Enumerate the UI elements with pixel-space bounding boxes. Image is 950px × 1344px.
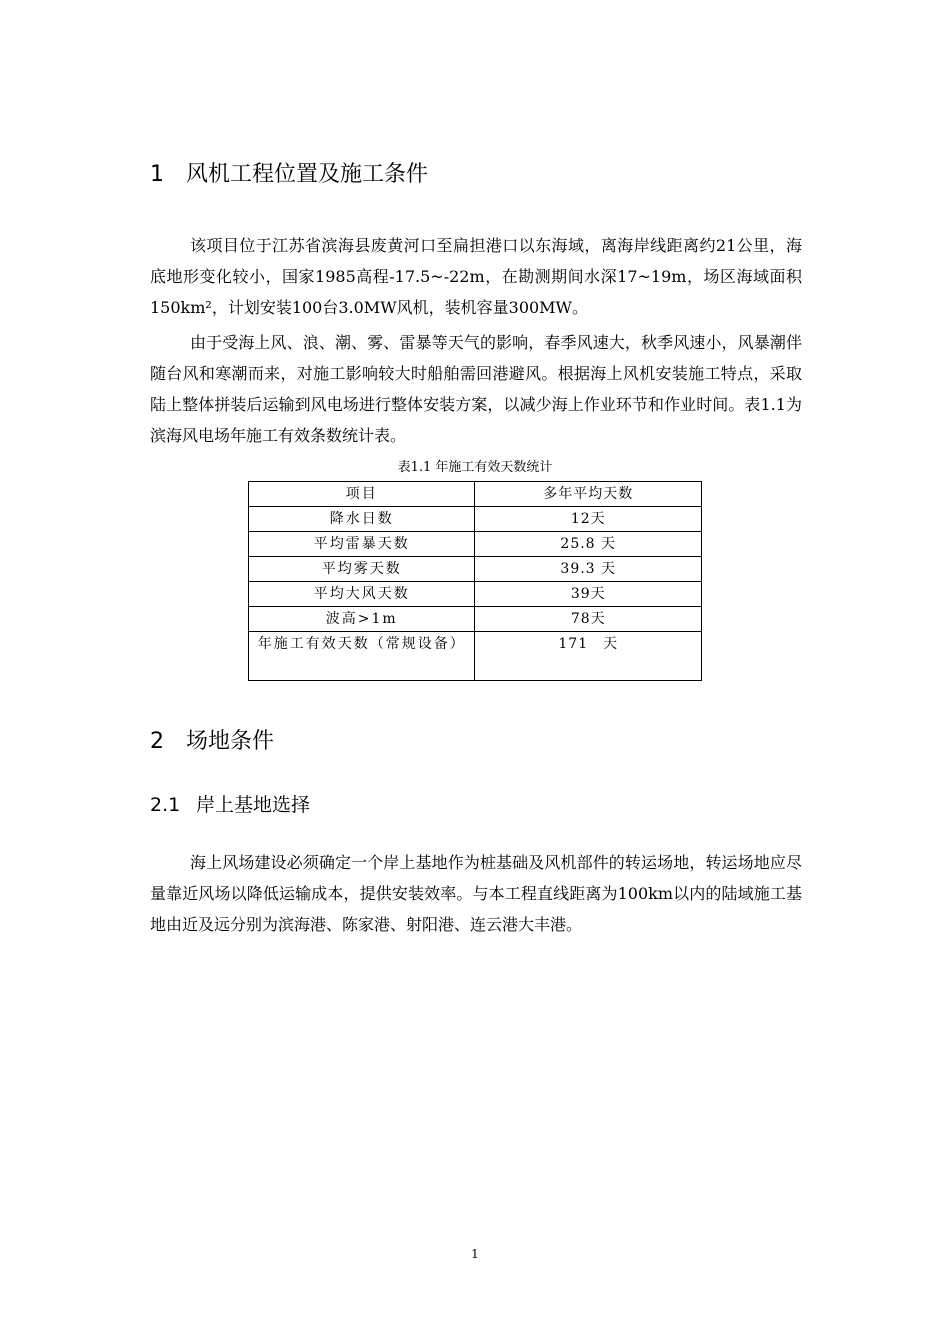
section-2-heading xyxy=(150,728,274,756)
section-2-1-number: 2.1 xyxy=(150,794,181,816)
table-caption: 表1.1 年施工有效天数统计 xyxy=(397,460,553,475)
table-cell: 年施工有效天数（常规设备） xyxy=(249,632,475,681)
section-1-paragraph-1: 该项目位于江苏省滨海县废黄河口至扁担港口以东海域，离海岸线距离约21公里，海底地形变化较小，国家1985高程-17.5~-22m，在勘测期间水深17~19m，场区海域面积150km²，计划安装100台3.0MW风机，装机容量300MW。 xyxy=(150,236,802,317)
table-row xyxy=(249,507,702,532)
table-row xyxy=(249,607,702,632)
section-1-number: 1 xyxy=(150,162,164,187)
section-2-1-heading xyxy=(150,792,310,818)
table-cell: 12天 xyxy=(475,507,702,532)
section-2-number: 2 xyxy=(150,729,164,754)
stats-table xyxy=(248,481,702,681)
section-1-paragraph-2: 由于受海上风、浪、潮、雾、雷暴等天气的影响，春季风速大，秋季风速小，风暴潮伴随台风和寒潮而来，对施工影响较大时船舶需回港避风。根据海上风机安装施工特点，采取陆上整体拼装后运输到风电场进行整体安装方案，以减少海上作业环节和作业时间。表1.1为滨海风电场年施工有效条数统计表。 xyxy=(150,333,802,445)
table-cell: 171 天 xyxy=(475,632,702,681)
table-cell: 78天 xyxy=(475,607,702,632)
table-row xyxy=(249,557,702,582)
table-cell: 39.3 天 xyxy=(475,557,702,582)
section-1-title: 风机工程位置及施工条件 xyxy=(186,162,429,187)
section-2-1-title: 岸上基地选择 xyxy=(196,794,311,816)
table-row xyxy=(249,582,702,607)
section-1-heading xyxy=(150,161,428,189)
table-cell: 降水日数 xyxy=(249,507,475,532)
section-2-1-paragraph-1: 海上风场建设必须确定一个岸上基地作为桩基础及风机部件的转运场地，转运场地应尽量靠近风场以降低运输成本，提供安装效率。与本工程直线距离为100km以内的陆域施工基地由近及远分别为滨海港、陈家港、射阳港、连云港大丰港。 xyxy=(150,853,802,934)
table-row xyxy=(249,532,702,557)
table-header-cell: 多年平均天数 xyxy=(475,482,702,507)
table-cell: 波高>1m xyxy=(249,607,475,632)
table-cell: 25.8 天 xyxy=(475,532,702,557)
table-cell: 平均雾天数 xyxy=(249,557,475,582)
table-header-row xyxy=(249,482,702,507)
table-header-cell: 项目 xyxy=(249,482,475,507)
page-number: 1 xyxy=(471,1247,479,1261)
table-cell: 平均大风天数 xyxy=(249,582,475,607)
section-2-title: 场地条件 xyxy=(186,729,275,754)
table-cell: 39天 xyxy=(475,582,702,607)
table-cell: 平均雷暴天数 xyxy=(249,532,475,557)
table-row xyxy=(249,632,702,681)
